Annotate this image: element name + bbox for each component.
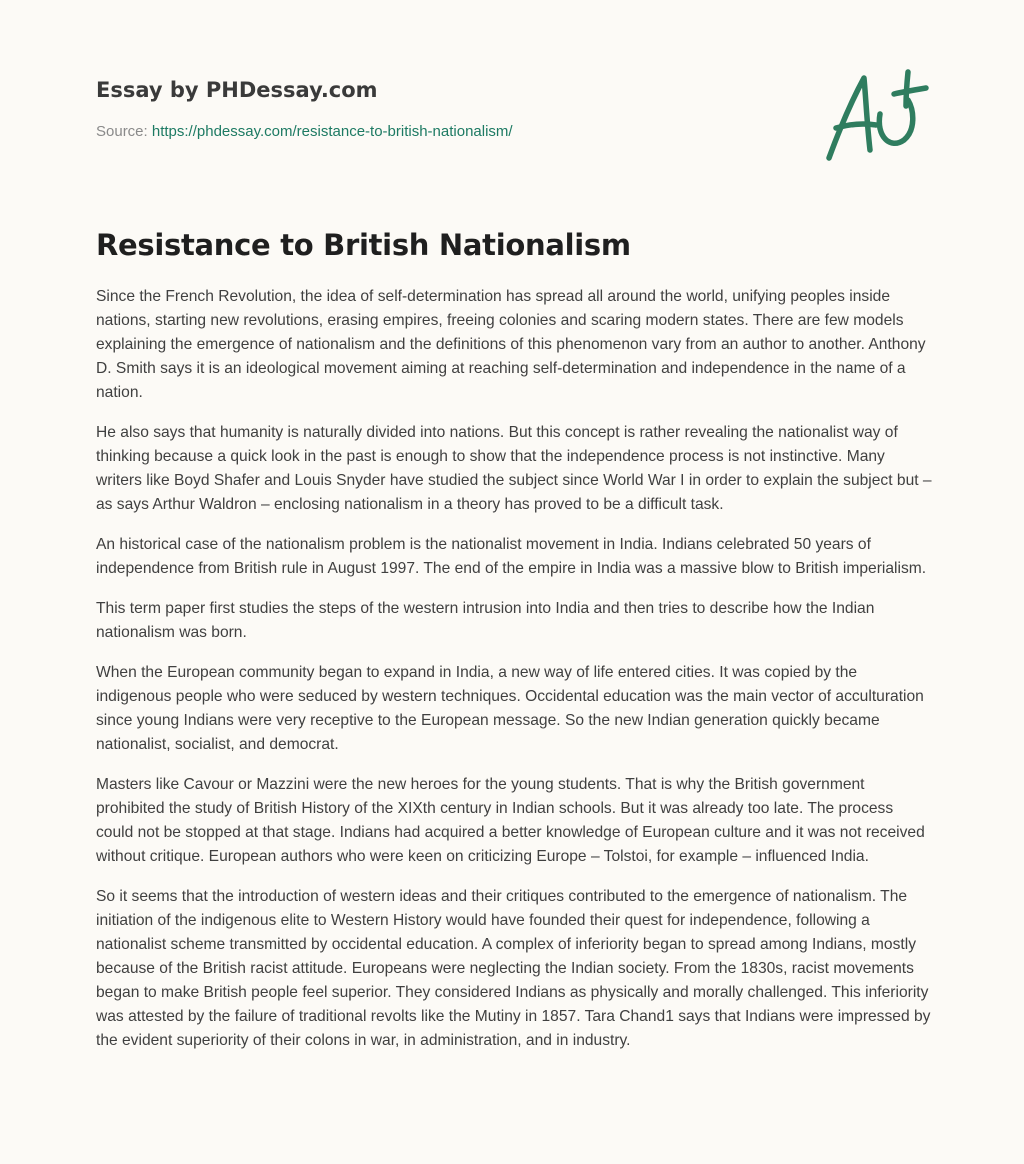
essay-paragraph: He also says that humanity is naturally divided into nations. But this concept is rather revealing the nationalist way of thinking because a quick look in the past is enough to show that the independence process is not instinctive. Many writers like Boyd Shafer and Louis Snyder have studied the subject since World War I in order to explain the subject but – as says Arthur Waldron – enclosing nationalism in a theory has proved to be a difficult task.: [96, 424, 932, 513]
essay-body: [96, 285, 932, 1069]
essay-paragraph: When the European community began to expand in India, a new way of life entered cities. It was copied by the indigenous people who were seduced by western techniques. Occidental education was the main vector of acculturation since young Indians were very receptive to the European message. So the new Indian generation quickly became nationalist, socialist, and democrat.: [96, 664, 924, 753]
essay-paragraph: This term paper first studies the steps of the western intrusion into India and then tries to describe how the Indian nationalism was born.: [96, 600, 875, 641]
essay-paragraph: An historical case of the nationalism problem is the nationalist movement in India. Indians celebrated 50 years of independence from British rule in August 1997. The end of the empire in India was a massive blow to British imperialism.: [96, 536, 927, 577]
essay-title: Resistance to British Nationalism: [96, 228, 631, 262]
source-link[interactable]: https://phdessay.com/resistance-to-british-nationalism/: [151, 123, 513, 140]
source-label: Source:: [96, 123, 148, 140]
page-header: [96, 76, 656, 142]
source-line: [96, 122, 656, 142]
a-plus-logo-icon: [820, 66, 930, 166]
essay-paragraph: Since the French Revolution, the idea of self-determination has spread all around the world, unifying peoples inside nations, starting new revolutions, erasing empires, freeing colonies and scaring modern states. There are few models explaining the emergence of nationalism and the definitions of this phenomenon vary from an author to another. Anthony D. Smith says it is an ideological movement aiming at reaching self-determination and independence in the name of a nation.: [96, 288, 926, 401]
essay-paragraph: Masters like Cavour or Mazzini were the new heroes for the young students. That is why the British government prohibited the study of British History of the XIXth century in Indian schools. But it was already too late. The process could not be stopped at that stage. Indians had acquired a better knowledge of European culture and it was not received without critique. European authors who were keen on criticizing Europe – Tolstoi, for example – influenced India.: [96, 776, 925, 865]
brand-title: Essay by PHDessay.com: [96, 78, 378, 102]
essay-paragraph: So it seems that the introduction of western ideas and their critiques contributed to the emergence of nationalism. The initiation of the indigenous elite to Western History would have founded their quest for independence, following a nationalist scheme transmitted by occidental education. A complex of inferiority began to spread among Indians, mostly because of the British racist attitude. Europeans were neglecting the Indian society. From the 1830s, racist movements began to make British people feel superior. They considered Indians as physically and morally challenged. This inferiority was attested by the failure of traditional revolts like the Mutiny in 1857. Tara Chand1 says that Indians were impressed by the evident superiority of their colons in war, in administration, and in industry.: [96, 888, 931, 1049]
